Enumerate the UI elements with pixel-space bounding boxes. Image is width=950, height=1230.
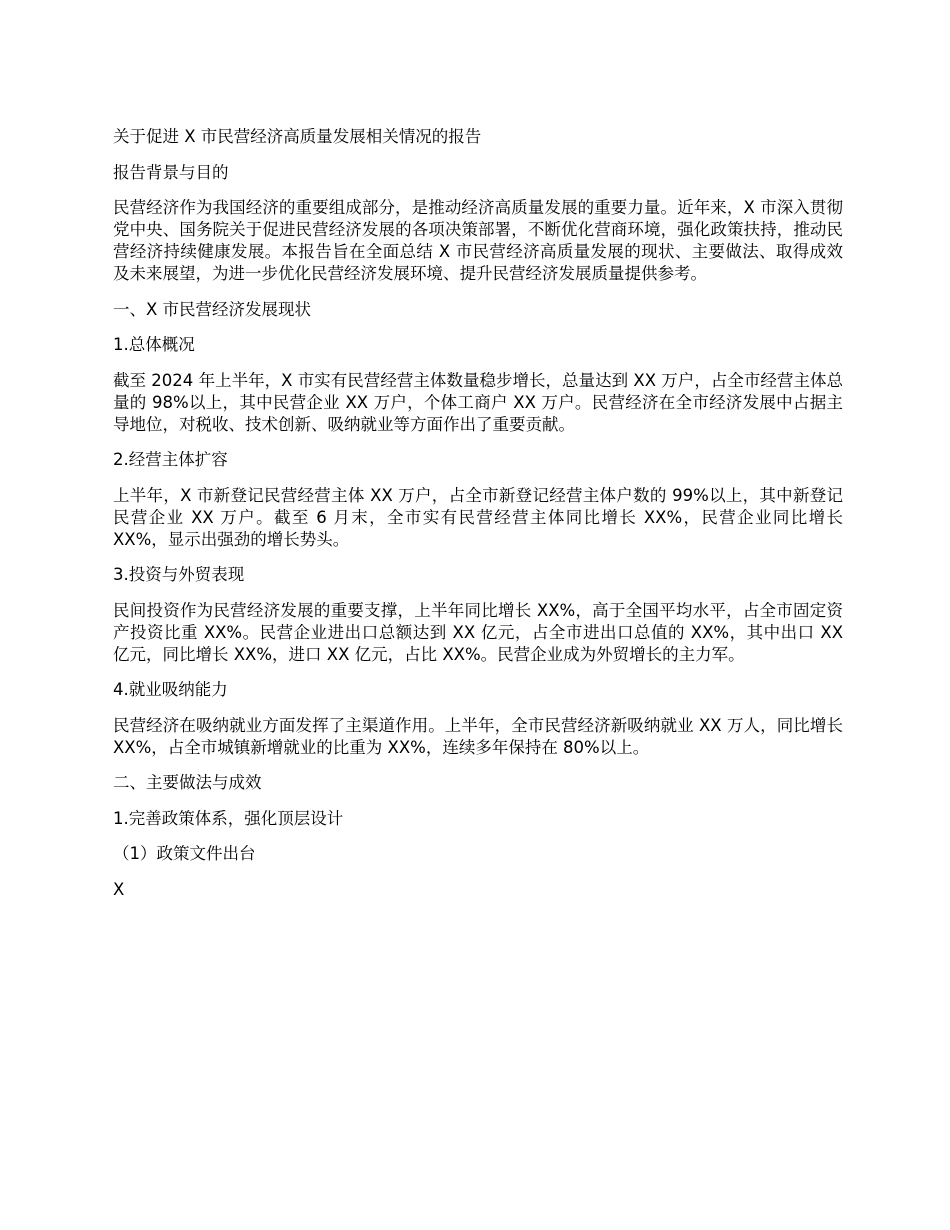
subheading-employment: 4.就业吸纳能力 — [113, 680, 228, 699]
paragraph-employment: 民营经济在吸纳就业方面发挥了主渠道作用。上半年，全市民营经济新吸纳就业 XX 万人，同比增长 XX%，占全市城镇新增就业的比重为 XX%，连续多年保持在 80%以上。 — [113, 715, 843, 757]
report-title-text: 关于促进 X 市民营经济高质量发展相关情况的报告 — [113, 127, 482, 146]
paragraph-background: 民营经济作为我国经济的重要组成部分，是推动经济高质量发展的重要力量。近年来，X 市深入贯彻党中央、国务院关于促进民营经济发展的各项决策部署，不断优化营商环境，强化政策扶持，推动民营经济持续健康发展。本报告旨在全面总结 X 市民营经济高质量发展的现状、主要做法、取得成效及未来展望，为进一步优化民营经济发展环境、提升民营经济发展质量提供参考。 — [113, 198, 843, 283]
section-heading-status: 一、X 市民营经济发展现状 — [113, 299, 312, 319]
paragraph-investment-trade: 民间投资作为民营经济发展的重要支撑，上半年同比增长 XX%，高于全国平均水平，占全市固定资产投资比重 XX%。民营企业进出口总额达到 XX 亿元，占全市进出口总值的 XX%，其中出口 XX 亿元，同比增长 XX%，进口 XX 亿元，占比 XX%。民营企业成为外贸增长的主力军。 — [113, 600, 843, 664]
document-page — [113, 126, 843, 914]
subheading-policy-documents: （1）政策文件出台 — [113, 844, 256, 863]
section-heading-background: 报告背景与目的 — [113, 162, 229, 182]
report-title — [113, 126, 843, 148]
paragraph-expansion: 上半年，X 市新登记民营经营主体 XX 万户，占全市新登记经营主体户数的 99%以上，其中新登记民营企业 XX 万户。截至 6 月末，全市实有民营经营主体同比增长 XX%，民营企业同比增长 XX%，显示出强劲的增长势头。 — [113, 485, 843, 549]
subheading-policy-system: 1.完善政策体系，强化顶层设计 — [113, 808, 344, 828]
paragraph-overview: 截至 2024 年上半年，X 市实有民营经营主体数量稳步增长，总量达到 XX 万户，占全市经营主体总量的 98%以上，其中民营企业 XX 万户，个体工商户 XX 万户。民营经济在全市经济发展中占据主导地位，对税收、技术创新、吸纳就业等方面作出了重要贡献。 — [113, 370, 843, 434]
section-heading-measures: 二、主要做法与成效 — [113, 773, 262, 792]
subheading-investment-trade: 3.投资与外贸表现 — [113, 565, 245, 584]
subheading-overview: 1.总体概况 — [113, 335, 195, 354]
trailing-text: X — [113, 879, 125, 899]
subheading-expansion: 2.经营主体扩容 — [113, 450, 228, 469]
